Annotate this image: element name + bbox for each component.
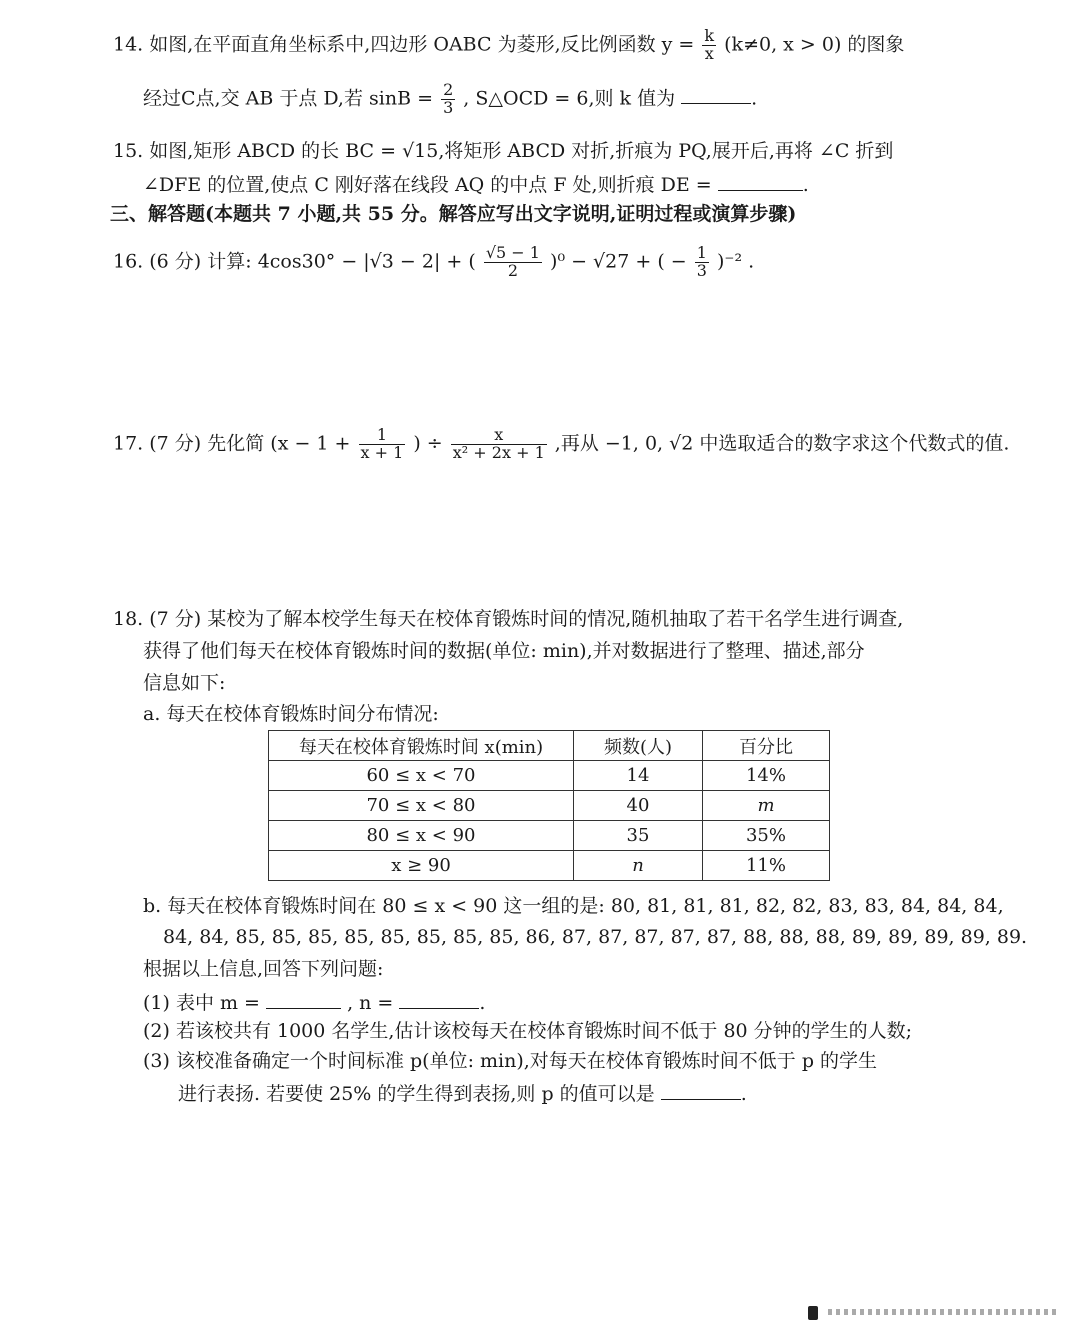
q14-fraction-k-over-x: $\frac{k}{x}$ (704, 26, 715, 63)
table-cell: 35% (703, 821, 830, 851)
q16: 16. (6 分) 计算: 4cos30° − |√3 − 2| + ( $\frac{√5 - 1}{2}$ )⁰ − √27 + ( − $\frac{1}{3}$ )⁻² . (113, 243, 755, 280)
table-cell: x ≥ 90 (269, 851, 574, 881)
table-row (269, 761, 830, 791)
q14-fraction-two-thirds: $\frac{2}{3}$ (443, 80, 454, 117)
table-header: 每天在校体育锻炼时间 x(min) (269, 731, 574, 761)
table-cell: 14 (574, 761, 703, 791)
q18-a-label: a. 每天在校体育锻炼时间分布情况: (143, 703, 439, 725)
table-cell: 35 (574, 821, 703, 851)
table-cell: n (574, 851, 703, 881)
n-answer-blank[interactable] (399, 990, 479, 1009)
table-cell: 70 ≤ x < 80 (269, 791, 574, 821)
q17: 17. (7 分) 先化简 (x − 1 + $\frac{1}{x + 1}$ ) ÷ $\frac{x}{\text{x² + 2x + 1}}$ ,再从 −1, 0, √2 中选取适合的数字求这个代数式的值. (113, 425, 1010, 462)
q18-line1: 18. (7 分) 某校为了解本校学生每天在校体育锻炼时间的情况,随机抽取了若干名学生进行调查, (113, 608, 904, 630)
q17-fraction-2: $\frac{x}{\text{x² + 2x + 1}}$ (452, 425, 545, 462)
table-row (269, 851, 830, 881)
table-header-row (269, 731, 830, 761)
table-header: 频数(人) (574, 731, 703, 761)
section-3-heading: 三、解答题(本题共 7 小题,共 55 分。解答应写出文字说明,证明过程或演算步骤) (110, 203, 797, 225)
m-answer-blank[interactable] (266, 990, 341, 1009)
q15-line2: ∠DFE 的位置,使点 C 刚好落在线段 AQ 的中点 F 处,则折痕 DE = . (143, 174, 809, 196)
table-cell: 11% (703, 851, 830, 881)
q16-fraction-sqrt5: $\frac{√5 - 1}{2}$ (485, 243, 540, 280)
distribution-table (268, 730, 830, 881)
q15-line1: 15. 如图,矩形 ABCD 的长 BC = √15,将矩形 ABCD 对折,折痕为 PQ,展开后,再将 ∠C 折到 (113, 140, 894, 162)
q18-part3-line2: 进行表扬. 若要使 25% 的学生得到表扬,则 p 的值可以是 . (178, 1083, 747, 1105)
q18-part3-line1: (3) 该校准备确定一个时间标准 p(单位: min),对每天在校体育锻炼时间不低于 p 的学生 (143, 1050, 878, 1072)
scroll-handle-icon[interactable] (808, 1306, 818, 1320)
q18-line3: 信息如下: (143, 672, 226, 694)
table-header: 百分比 (703, 731, 830, 761)
table-cell: 14% (703, 761, 830, 791)
q18-line2: 获得了他们每天在校体育锻炼时间的数据(单位: min),并对数据进行了整理、描述,部分 (143, 640, 865, 662)
q18-part1: (1) 表中 m = , n = . (143, 992, 486, 1014)
q14-line1: 14. 如图,在平面直角坐标系中,四边形 OABC 为菱形,反比例函数 y = $\frac{k}{x}$ (k≠0, x > 0) 的图象 (113, 26, 905, 63)
table-cell: m (703, 791, 830, 821)
q14-answer-blank[interactable] (681, 85, 751, 104)
q15-answer-blank[interactable] (718, 172, 803, 191)
q16-fraction-third: $\frac{1}{3}$ (696, 243, 707, 280)
table-cell: 60 ≤ x < 70 (269, 761, 574, 791)
viewer-scrollbar[interactable] (808, 1306, 1058, 1316)
q18-b-line1: b. 每天在校体育锻炼时间在 80 ≤ x < 90 这一组的是: 80, 81, 81, 81, 82, 82, 83, 83, 84, 84, 84, (143, 895, 1004, 917)
q18-b-line2: 84, 84, 85, 85, 85, 85, 85, 85, 85, 85, 86, 87, 87, 87, 87, 87, 88, 88, 88, 89, 89, 89, 89, 89. (163, 926, 1028, 948)
table-cell: 40 (574, 791, 703, 821)
p-answer-blank[interactable] (661, 1081, 741, 1100)
q18-intro: 根据以上信息,回答下列问题: (143, 958, 384, 980)
table-row (269, 791, 830, 821)
q14-line2: 经过C点,交 AB 于点 D,若 sinB = $\frac{2}{3}$ , S△OCD = 6,则 k 值为 . (143, 80, 758, 117)
q17-fraction-1: $\frac{1}{x + 1}$ (360, 425, 404, 462)
scroll-track[interactable] (828, 1309, 1058, 1315)
table-row (269, 821, 830, 851)
q18-part2: (2) 若该校共有 1000 名学生,估计该校每天在校体育锻炼时间不低于 80 分钟的学生的人数; (143, 1020, 913, 1042)
table-cell: 80 ≤ x < 90 (269, 821, 574, 851)
